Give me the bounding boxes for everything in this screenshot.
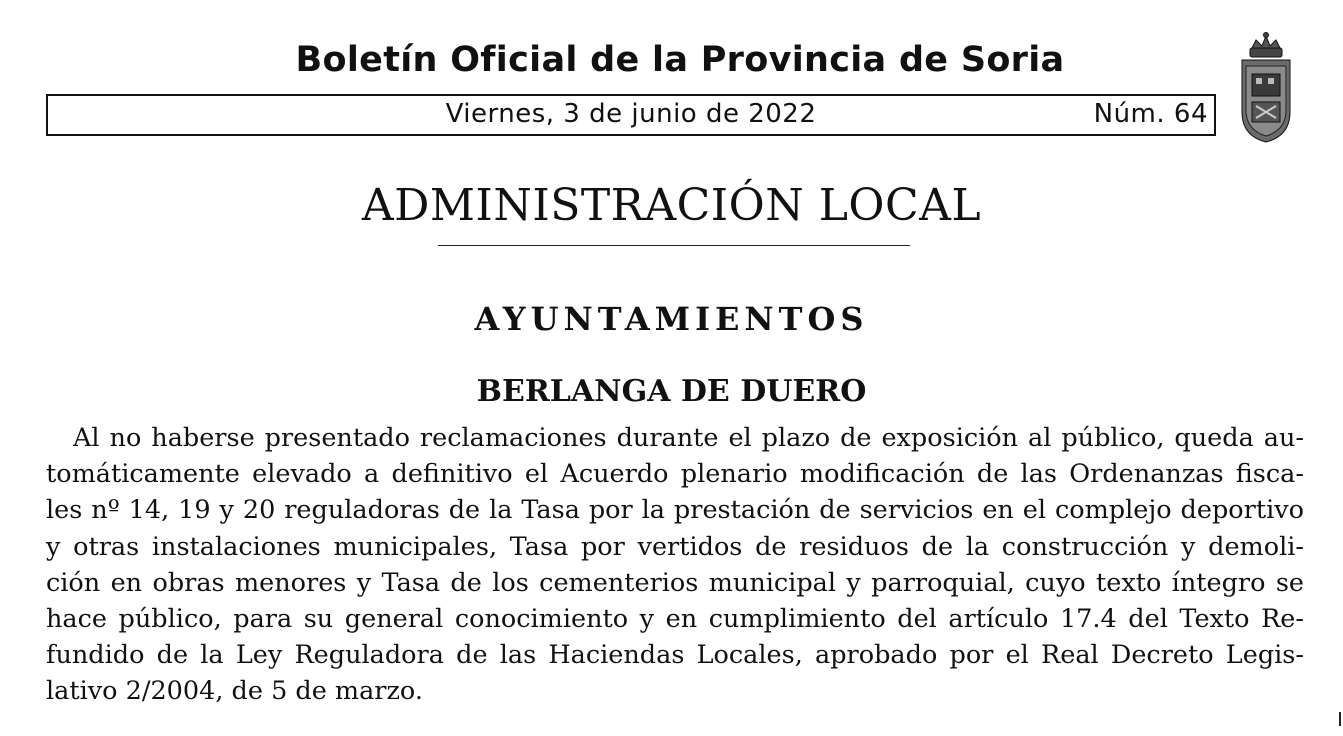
paragraph-line: fundido de la Ley Reguladora de las Haciendas Locales, aprobado por el Real Decreto Legis- [46, 640, 1304, 671]
crown-band [1250, 48, 1282, 57]
paragraph-line: les nº 14, 19 y 20 reguladoras de la Tasa por la prestación de servicios en el complejo deportivo [46, 495, 1304, 526]
issue-date: Viernes, 3 de junio de 2022 [445, 99, 817, 129]
paragraph-line: y otras instalaciones municipales, Tasa por vertidos de residuos de la construcción y demoli- [46, 531, 1304, 562]
bulletin-title: Boletín Oficial de la Provincia de Soria [295, 40, 1065, 80]
section-heading: ADMINISTRACIÓN LOCAL [361, 180, 982, 231]
paragraph-line: hace público, para su general conocimiento y en cumplimiento del artículo 17.4 del Texto Re- [46, 604, 1304, 635]
section-divider [438, 245, 910, 246]
municipality-heading: BERLANGA DE DUERO [476, 374, 867, 409]
page-edge-mark [1339, 712, 1341, 726]
issue-bar [46, 94, 1216, 136]
subsection-heading: AYUNTAMIENTOS [474, 300, 869, 338]
paragraph-line: lativo 2/2004, de 5 de marzo. [46, 676, 423, 707]
coat-of-arms-icon [1234, 32, 1298, 144]
announcement-paragraph [46, 420, 1304, 710]
issue-number: Núm. 64 [1093, 99, 1208, 129]
paragraph-line: Al no haberse presentado reclamaciones durante el plazo de exposición al público, queda au- [73, 423, 1304, 453]
paragraph-line: ción en obras menores y Tasa de los cementerios municipal y parroquial, cuyo texto íntegro se [46, 567, 1304, 598]
paragraph-line: tomáticamente elevado a definitivo el Acuerdo plenario modificación de las Ordenanzas fisca- [46, 459, 1304, 490]
